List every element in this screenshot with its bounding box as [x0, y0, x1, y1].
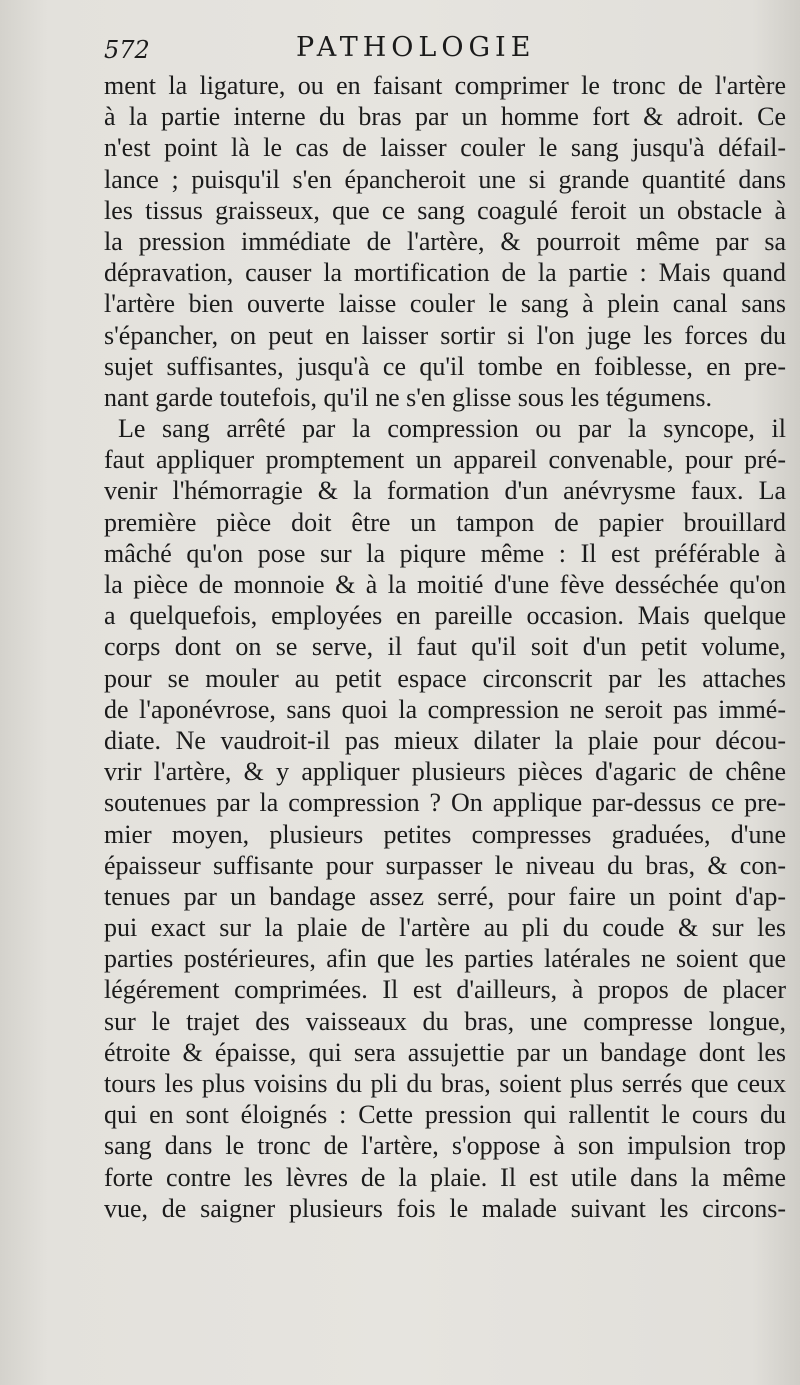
text-line: étroite & épaisse, qui sera assujettie par un bandage dont les — [104, 1037, 786, 1067]
paragraph — [104, 70, 786, 413]
text-line: mâché qu'on pose sur la piqure même : Il est préférable à — [104, 538, 786, 568]
text-line: dépravation, causer la mortification de la partie : Mais quand — [104, 258, 786, 288]
text-line: sujet suffisantes, jusqu'à ce qu'il tombe en foiblesse, en pre- — [104, 351, 786, 381]
text-line: la pièce de monnoie & à la moitié d'une fève desséchée qu'on — [104, 570, 786, 599]
text-line: à la partie interne du bras par un homme fort & adroit. Ce — [104, 102, 786, 132]
text-line: pour se mouler au petit espace circonscrit par les attaches — [104, 663, 786, 693]
text-line: a quelquefois, employées en pareille occasion. Mais quelque — [104, 601, 786, 631]
text-line: nant garde toutefois, qu'il ne s'en glisse sous les tégumens. — [104, 382, 712, 412]
text-line: soutenues par la compression ? On applique par-dessus ce pre- — [104, 788, 786, 818]
text-line: vrir l'artère, & y appliquer plusieurs pièces d'agaric de chêne — [104, 757, 786, 787]
text-line: qui en sont éloignés : Cette pression qui rallentit le cours du — [104, 1100, 786, 1130]
paragraph — [104, 413, 786, 1224]
text-line: venir l'hémorragie & la formation d'un anévrysme faux. La — [104, 476, 786, 506]
text-line: s'épancher, on peut en laisser sortir si l'on juge les forces du — [104, 320, 786, 350]
text-line: mier moyen, plusieurs petites compresses graduées, d'une — [104, 819, 786, 849]
text-line: n'est point là le cas de laisser couler le sang jusqu'à défail- — [104, 133, 786, 163]
text-line: faut appliquer promptement un appareil convenable, pour pré- — [104, 445, 786, 475]
text-line: forte contre les lèvres de la plaie. Il est utile dans la même — [104, 1162, 786, 1192]
text-line: légérement comprimées. Il est d'ailleurs, à propos de placer — [104, 975, 786, 1005]
text-line: tours les plus voisins du pli du bras, soient plus serrés que ceux — [104, 1069, 786, 1098]
running-head: PATHOLOGIE — [296, 32, 536, 63]
text-line: pui exact sur la plaie de l'artère au pli du coude & sur les — [104, 913, 786, 943]
text-line: lance ; puisqu'il s'en épancheroit une si grande quantité dans — [104, 164, 786, 194]
text-line: vue, de saigner plusieurs fois le malade suivant les circons- — [104, 1193, 786, 1223]
text-line: corps dont on se serve, il faut qu'il soit d'un petit volume, — [104, 632, 786, 662]
text-line: Le sang arrêté par la compression ou par la syncope, il — [118, 414, 786, 444]
text-line: sur le trajet des vaisseaux du bras, une compresse longue, — [104, 1006, 786, 1036]
page-number: 572 — [104, 36, 150, 64]
text-line: première pièce doit être un tampon de papier brouillard — [104, 507, 786, 537]
text-line: parties postérieures, afin que les parties latérales ne soient que — [104, 944, 786, 974]
text-line: ment la ligature, ou en faisant comprimer le tronc de l'artère — [104, 71, 786, 100]
text-line: épaisseur suffisante pour surpasser le niveau du bras, & con- — [104, 850, 786, 880]
text-line: l'artère bien ouverte laisse couler le sang à plein canal sans — [104, 289, 786, 319]
body-text — [104, 70, 786, 1224]
text-line: tenues par un bandage assez serré, pour faire un point d'ap- — [104, 881, 786, 911]
text-line: la pression immédiate de l'artère, & pourroit même par sa — [104, 226, 786, 256]
page-header — [104, 24, 786, 70]
text-line: sang dans le tronc de l'artère, s'oppose à son impulsion trop — [104, 1131, 786, 1161]
text-line: les tissus graisseux, que ce sang coagulé feroit un obstacle à — [104, 195, 786, 225]
text-line: de l'aponévrose, sans quoi la compression ne seroit pas immé- — [104, 694, 786, 724]
text-line: diate. Ne vaudroit-il pas mieux dilater la plaie pour décou- — [104, 725, 786, 755]
